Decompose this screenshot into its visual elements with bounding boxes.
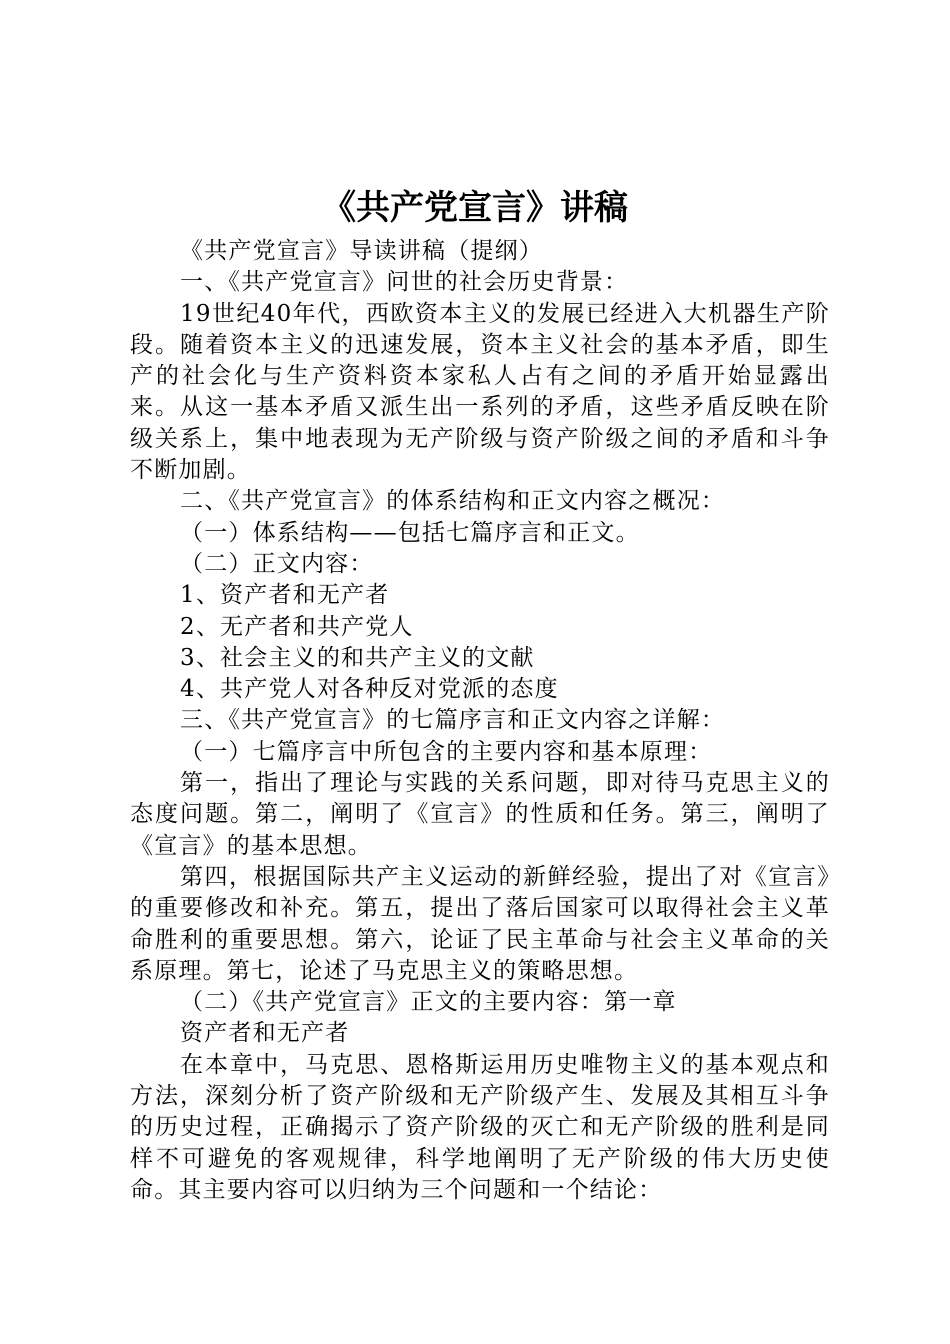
paragraph: 19世纪40年代，西欧资本主义的发展已经进入大机器生产阶段。随着资本主义的迅速发展，资本主义社会的基本矛盾，即生产的社会化与生产资料资本家私人占有之间的矛盾开始显露出来。从这一基本矛盾又派生出一系列的矛盾，这些矛盾反映在阶级关系上，集中地表现为无产阶级与资产阶级之间的矛盾和斗争不断加剧。 xyxy=(130,300,830,484)
paragraph: 三、《共产党宣言》的七篇序言和正文内容之详解： xyxy=(180,707,726,734)
list-item: 1、资产者和无产者 xyxy=(180,582,390,609)
document-title: 《共产党宣言》讲稿 xyxy=(322,188,628,228)
paragraph: 资产者和无产者 xyxy=(180,1020,350,1047)
paragraph: 在本章中，马克思、恩格斯运用历史唯物主义的基本观点和方法，深刻分析了资产阶级和无产阶级产生、发展及其相互斗争的历史过程，正确揭示了资产阶级的灭亡和无产阶级的胜利是同样不可避免的客观规律，科学地阐明了无产阶级的伟大历史使命。其主要内容可以归纳为三个问题和一个结论： xyxy=(130,1051,830,1203)
list-item: 2、无产者和共产党人 xyxy=(180,613,414,640)
paragraph: 第四，根据国际共产主义运动的新鲜经验，提出了对《宣言》的重要修改和补充。第五，提出了落后国家可以取得社会主义革命胜利的重要思想。第六，论证了民主革命与社会主义革命的关系原理。第七，论述了马克思主义的策略思想。 xyxy=(130,863,830,984)
paragraph: （一）体系结构——包括七篇序言和正文。 xyxy=(180,519,640,546)
list-item: 3、社会主义的和共产主义的文献 xyxy=(180,644,535,671)
paragraph: 《共产党宣言》导读讲稿（提纲） xyxy=(180,238,543,264)
paragraph: （一）七篇序言中所包含的主要内容和基本原理： xyxy=(180,738,713,765)
paragraph: （二）正文内容： xyxy=(180,550,374,577)
list-item: 4、共产党人对各种反对党派的态度 xyxy=(180,676,559,703)
paragraph: （二）《共产党宣言》正文的主要内容：第一章 xyxy=(180,989,677,1016)
paragraph: 第一，指出了理论与实践的关系问题，即对待马克思主义的态度问题。第二，阐明了《宣言》的性质和任务。第三，阐明了《宣言》的基本思想。 xyxy=(130,770,830,859)
document-body xyxy=(130,236,830,1206)
paragraph: 一、《共产党宣言》问世的社会历史背景： xyxy=(180,269,629,296)
paragraph: 二、《共产党宣言》的体系结构和正文内容之概况： xyxy=(180,488,726,515)
